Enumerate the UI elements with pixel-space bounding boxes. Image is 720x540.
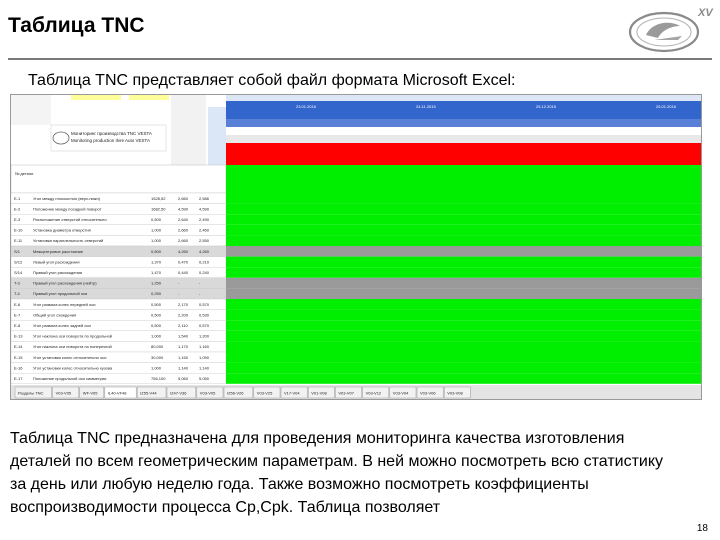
row-name: Установка параллельность отверстий xyxy=(33,238,104,244)
row-value: 0,500 xyxy=(151,312,162,318)
table-row xyxy=(11,267,702,278)
row-a: 2,660 xyxy=(178,195,189,201)
sheet-tab-label: V03-V07 xyxy=(338,390,354,396)
table-row xyxy=(11,310,702,321)
row-value: 0,250 xyxy=(151,291,162,297)
table-row xyxy=(11,246,702,257)
row-name: Угол наклона оси поворота по продольной xyxy=(33,333,113,339)
row-status-band xyxy=(226,299,702,310)
row-code: E-6 xyxy=(14,301,21,307)
date-label: 25.12.2015 xyxy=(536,104,557,109)
row-status-band xyxy=(226,225,702,236)
sheet-tab[interactable] xyxy=(335,387,361,398)
sheet-tab-label: WF-V05 xyxy=(82,390,98,396)
row-status-band xyxy=(226,257,702,268)
row-code: E-13 xyxy=(14,333,23,339)
row-name: Угол установки колес относительно кузова xyxy=(33,365,113,371)
table-row xyxy=(11,288,702,299)
row-value: 0,500 xyxy=(151,217,162,222)
row-b: 2,460 xyxy=(199,227,210,233)
row-status-band xyxy=(226,373,702,384)
lada-logo-icon xyxy=(618,2,718,56)
table-row xyxy=(11,299,702,310)
row-name: Общий угол схождения xyxy=(33,312,77,318)
table-row xyxy=(11,341,702,352)
row-code: E-2 xyxy=(14,206,21,212)
table-row xyxy=(11,193,702,204)
row-b: 2,490 xyxy=(199,217,210,222)
row-value: 0,500 xyxy=(151,248,162,254)
row-status-band xyxy=(226,341,702,352)
row-name: Угол наклона оси поворота по поперечной xyxy=(33,344,112,350)
row-name: Угол развала колес задней оси xyxy=(33,323,91,328)
row-a: 1,150 xyxy=(178,354,189,360)
row-code: E-7 xyxy=(14,312,21,318)
row-a: 4,260 xyxy=(178,248,189,254)
row-a: 2,170 xyxy=(178,301,189,307)
spreadsheet-screenshot xyxy=(10,94,702,400)
row-a: 2,640 xyxy=(178,217,189,222)
row-name: Положение продольной оси симметрии xyxy=(33,376,107,381)
date-label: 23.01.2016 xyxy=(296,104,317,109)
sheet-tab-label: V03-V08 xyxy=(447,390,463,396)
table-row xyxy=(11,320,702,331)
row-b: 1,160 xyxy=(199,344,210,350)
sheet-tab-label: V17-V04 xyxy=(284,390,300,396)
sheet-tab-label: IZ56-V26 xyxy=(227,390,244,396)
sheet-tab[interactable] xyxy=(281,387,307,398)
row-value: 756,100 xyxy=(151,376,166,381)
row-code: E-1 xyxy=(14,195,21,201)
sheet-tabs xyxy=(15,387,470,398)
row-status-band xyxy=(226,193,702,204)
row-b: - xyxy=(199,280,201,286)
table-row xyxy=(11,331,702,342)
title-divider xyxy=(8,58,712,60)
row-value: 1,000 xyxy=(151,333,162,339)
row-code: E-8 xyxy=(14,323,21,328)
row-name: Положение между посадкой поворот xyxy=(33,206,102,212)
row-code: E-14 xyxy=(14,344,23,350)
row-value: 1528,52 xyxy=(151,195,166,201)
table-row xyxy=(11,235,702,246)
row-status-band xyxy=(226,331,702,342)
row-status-band xyxy=(226,320,702,331)
row-b: 5,050 xyxy=(199,376,210,381)
row-code: S/1 xyxy=(14,248,21,254)
intro-text: Таблица TNC представляет собой файл формата Microsoft Excel: xyxy=(28,72,516,89)
row-a: 5,060 xyxy=(178,376,189,381)
description-text: Таблица TNC предназначена для проведения мониторинга качества изготовления деталей по всем геометрическим параметрам. В ней можно посмотреть всю статистику за день или любую неделю года. Также возможно посмотреть коэффициенты воспроизводимости процесса Cp,Cpk. Таблица позволяет xyxy=(10,430,664,516)
row-name: Правый угол продольной оси xyxy=(33,291,88,297)
row-code: S/14 xyxy=(14,270,23,275)
row-value: 1,000 xyxy=(151,238,162,244)
sheet-tab[interactable] xyxy=(390,387,416,398)
row-b: 2,550 xyxy=(199,238,210,244)
row-a: 1,540 xyxy=(178,333,189,339)
sheet-tab-label: V03-V04 xyxy=(392,390,409,396)
row-status-band xyxy=(226,278,702,289)
sheet-tab[interactable] xyxy=(417,387,443,398)
row-name: Расположение отверстий относительно xyxy=(33,217,107,222)
row-value: 0,500 xyxy=(151,301,162,307)
row-b: 4,260 xyxy=(199,248,210,254)
row-status-band xyxy=(226,310,702,321)
row-name: Установка диаметра отверстия xyxy=(33,227,91,233)
sheet-tab[interactable] xyxy=(254,387,280,398)
row-status-band xyxy=(226,352,702,363)
row-value: 1,000 xyxy=(151,365,162,371)
sheet-tab-label: V03-V25 xyxy=(256,390,273,396)
table-row xyxy=(11,352,702,363)
row-value: 1682,50 xyxy=(151,206,166,212)
sheet-header-title-2: Monitoring production Ilvre Auto VESTA xyxy=(71,138,150,143)
row-status-band xyxy=(226,246,702,257)
row-a: 4,590 xyxy=(178,206,189,212)
sheet-tab[interactable] xyxy=(197,387,223,398)
row-value: 1,370 xyxy=(151,259,162,265)
sheet-tab-label: V03-V06 xyxy=(420,390,436,396)
row-b: 1,090 xyxy=(199,354,210,360)
row-b: 0,240 xyxy=(199,270,210,275)
row-a: 2,110 xyxy=(178,323,188,328)
row-code: E-11 xyxy=(14,238,23,244)
logo-text: XV xyxy=(698,7,713,19)
row-a: - xyxy=(178,291,180,297)
sheet-tab[interactable] xyxy=(308,387,334,398)
row-name: Межцентровое расстояние xyxy=(33,248,84,254)
row-code: E-16 xyxy=(14,365,23,371)
row-a: 1,170 xyxy=(178,344,189,350)
row-a: 2,660 xyxy=(178,227,189,233)
row-b: 2,586 xyxy=(199,195,210,201)
row-b: 0,570 xyxy=(199,323,210,328)
table-row xyxy=(11,373,702,384)
sheet-tab-label: V03-V05 xyxy=(199,390,216,396)
table-row xyxy=(11,204,702,215)
row-value: 80,000 xyxy=(151,344,164,350)
row-status-band xyxy=(226,288,702,299)
row-code: E-15 xyxy=(14,354,23,360)
row-b: 4,590 xyxy=(199,206,210,212)
slide-title: Таблица TNC xyxy=(8,14,145,37)
sheet-tab[interactable] xyxy=(167,387,196,398)
row-a: - xyxy=(178,280,180,286)
sheet-tab-label: IZ47-V36 xyxy=(170,390,187,396)
row-b: 1,140 xyxy=(199,365,210,371)
row-code: T-4 xyxy=(14,291,20,297)
row-value: 1,250 xyxy=(151,280,162,286)
date-label: 24.11.2015 xyxy=(416,104,436,109)
row-status-band xyxy=(226,204,702,215)
sheet-header-title-1: Мониторинг производства TNC VESTA xyxy=(71,131,152,136)
row-a: 1,140 xyxy=(178,365,189,371)
date-band-mid xyxy=(226,111,702,119)
row-name: Правый угол расхождения (нейтр) xyxy=(33,280,97,286)
row-name: Левый угол расхождения xyxy=(33,259,80,265)
sheet-tab[interactable] xyxy=(363,387,389,398)
sheet-tab[interactable] xyxy=(53,387,79,398)
row-a: 2,200 xyxy=(178,312,189,318)
row-value: 1,000 xyxy=(151,227,162,233)
row-name: Угол между плоскостью (верх-нижн) xyxy=(33,195,100,201)
row-b: 0,530 xyxy=(199,312,210,318)
sheet-tab-label: V03-V05 xyxy=(55,390,72,396)
sheet-tab[interactable] xyxy=(137,387,166,398)
sheet-tab[interactable] xyxy=(224,387,253,398)
row-code: E-17 xyxy=(14,376,23,381)
row-code: T-3 xyxy=(14,280,20,286)
red-band xyxy=(226,143,702,167)
row-status-band xyxy=(226,267,702,278)
table-row xyxy=(11,225,702,236)
sheet-tab[interactable] xyxy=(444,387,470,398)
row-a: 2,660 xyxy=(178,238,189,244)
row-status-band xyxy=(226,214,702,225)
sheet-tab-label: IZ55-V44 xyxy=(140,390,157,396)
row-value: 1,470 xyxy=(151,270,162,275)
row-code: E-10 xyxy=(14,227,23,233)
sheet-rows xyxy=(11,193,702,384)
sheet-tab-label: IL40-VF48 xyxy=(107,390,127,396)
row-name: Угол установки колес относительно оси xyxy=(33,354,107,360)
row-value: 30,000 xyxy=(151,354,164,360)
row-code: E-3 xyxy=(14,217,21,222)
sheet-tab[interactable] xyxy=(15,387,52,398)
table-row xyxy=(11,278,702,289)
sheet-tab-label: Разделы TNC xyxy=(18,390,44,396)
row-a: 0,440 xyxy=(178,270,189,275)
table-row xyxy=(11,214,702,225)
row-b: 0,210 xyxy=(199,259,210,265)
table-row xyxy=(11,363,702,374)
row-value: 0,500 xyxy=(151,323,162,328)
row-code: S/12 xyxy=(14,259,23,265)
row-name: Угол развала колес передней оси xyxy=(33,301,96,307)
sheet-tab-label: V01-V08 xyxy=(311,390,327,396)
row-status-band xyxy=(226,235,702,246)
sheet-tab[interactable] xyxy=(105,387,136,398)
row-b: 0,570 xyxy=(199,301,210,307)
sheet-tab[interactable] xyxy=(80,387,104,398)
date-label: 26.01.2016 xyxy=(656,104,677,109)
sheet-tab-label: V03-V12 xyxy=(365,390,382,396)
row-b: 1,200 xyxy=(199,333,210,339)
row-name: Правый угол расхождения xyxy=(33,270,83,275)
table-row xyxy=(11,257,702,268)
col-header-label: № детали xyxy=(15,171,34,176)
row-a: 0,470 xyxy=(178,259,189,265)
row-status-band xyxy=(226,363,702,374)
page-number: 18 xyxy=(696,523,708,534)
row-b: - xyxy=(199,291,201,297)
